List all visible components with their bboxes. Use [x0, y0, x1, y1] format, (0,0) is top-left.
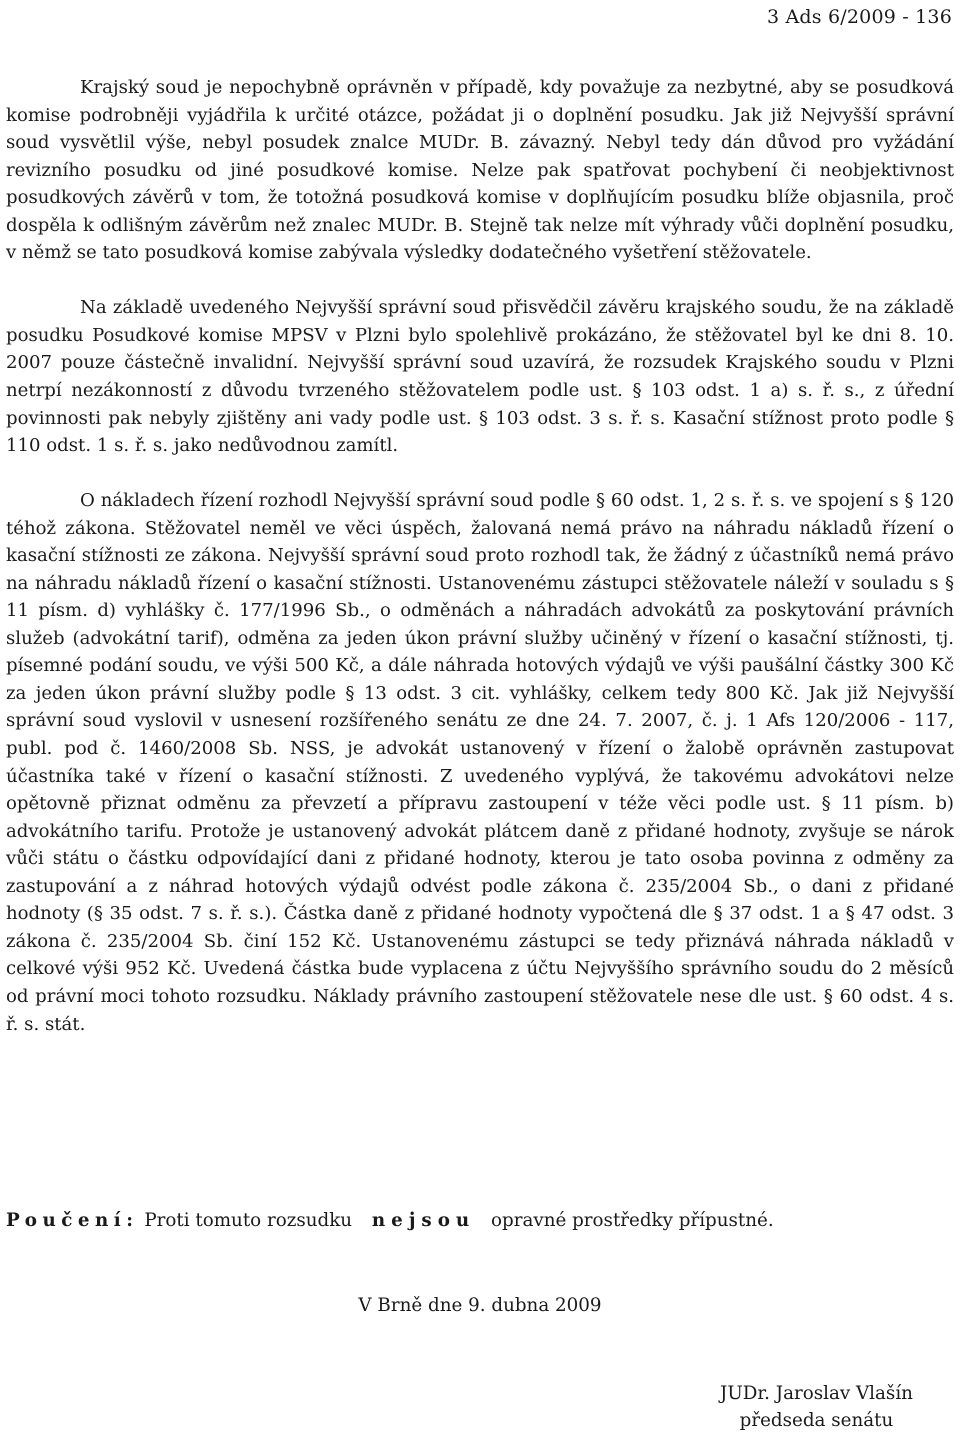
signature-block [720, 1380, 913, 1434]
instruction-text-before: Proti tomuto rozsudku [144, 1210, 353, 1231]
signatory-role: předseda senátu [739, 1410, 894, 1431]
document-body [6, 74, 954, 1066]
instruction-text-after: opravné prostředky přípustné. [491, 1210, 774, 1231]
case-number-header: 3 Ads 6/2009 - 136 [766, 6, 952, 28]
legal-instruction [6, 1207, 774, 1235]
instruction-emphasis: nejsou [371, 1210, 476, 1231]
instruction-label: Poučení: [6, 1210, 139, 1231]
place-and-date: V Brně dne 9. dubna 2009 [358, 1295, 602, 1316]
paragraph-costs: O nákladech řízení rozhodl Nejvyšší správní soud podle § 60 odst. 1, 2 s. ř. s. ve spojení s § 120 téhož zákona. Stěžovatel neměl ve věci úspěch, žalovaná nemá právo na náhradu nákladů řízení o kasační stížnosti ze zákona. Nejvyšší správní soud proto rozhodl tak, že žádný z účastníků nemá právo na náhradu nákladů řízení o kasační stížnosti. Ustanovenému zástupci stěžovatele náleží v souladu s § 11 písm. d) vyhlášky č. 177/1996 Sb., o odměnách a náhradách advokátů za poskytování právních služeb (advokátní tarif), odměna za jeden úkon právní služby učiněný v řízení o kasační stížnosti, tj. písemné podání soudu, ve výši 500 Kč, a dále náhrada hotových výdajů ve výši paušální částky 300 Kč za jeden úkon právní služby podle § 13 odst. 3 cit. vyhlášky, celkem tedy 800 Kč. Jak již Nejvyšší správní soud vyslovil v usnesení rozšířeného senátu ze dne 24. 7. 2007, č. j. 1 Afs 120/2006 - 117, publ. pod č. 1460/2008 Sb. NSS, je advokát ustanovený v řízení o žalobě oprávněn zastupovat účastníka také v řízení o kasační stížnosti. Z uvedeného vyplývá, že takovému advokátovi nelze opětovně přiznat odměnu za převzetí a přípravu zastoupení v téže věci podle ust. § 11 písm. b) advokátního tarifu. Protože je ustanovený advokát plátcem daně z přidané hodnoty, zvyšuje se nárok vůči státu o částku odpovídající dani z přidané hodnoty, kterou je tato osoba povinna z odměny za zastupování a z náhrad hotových výdajů odvést podle zákona č. 235/2004 Sb., o dani z přidané hodnoty (§ 35 odst. 7 s. ř. s.). Částka daně z přidané hodnoty vypočtená dle § 37 odst. 1 a § 47 odst. 3 zákona č. 235/2004 Sb. činí 152 Kč. Ustanovenému zástupci se tedy přiznává náhrada nákladů v celkové výši 952 Kč. Uvedená částka bude vyplacena z účtu Nejvyššího správního soudu do 2 měsíců od právní moci tohoto rozsudku. Náklady právního zastoupení stěžovatele nese dle ust. § 60 odst. 4 s. ř. s. stát. [6, 490, 954, 1035]
paragraph-conclusion: Na základě uvedeného Nejvyšší správní soud přisvědčil závěru krajského soudu, že na základě posudku Posudkové komise MPSV v Plzni bylo spolehlivě prokázáno, že stěžovatel byl ke dni 8. 10. 2007 pouze částečně invalidní. Nejvyšší správní soud uzavírá, že rozsudek Krajského soudu v Plzni netrpí nezákonností z důvodu tvrzeného stěžovatelem podle ust. § 103 odst. 1 a) s. ř. s., z úřední povinnosti pak nebyly zjištěny ani vady podle ust. § 103 odst. 3 s. ř. s. Kasační stížnost proto podle § 110 odst. 1 s. ř. s. jako nedůvodnou zamítl. [6, 297, 954, 457]
paragraph-commission-opinion: Krajský soud je nepochybně oprávněn v případě, kdy považuje za nezbytné, aby se posudková komise podrobněji vyjádřila k určité otázce, požádat ji o doplnění posudku. Jak již Nejvyšší správní soud vysvětlil výše, nebyl posudek znalce MUDr. B. závazný. Nebyl tedy dán důvod pro vyžádání revizního posudku od jiné posudkové komise. Nelze pak spatřovat pochybení či neobjektivnost posudkových závěrů v tom, že totožná posudková komise v doplňujícím posudku blíže objasnila, proč dospěla k odlišným závěrům než znalec MUDr. B. Stejně tak nelze mít výhrady vůči doplnění posudku, v němž se tato posudková komise zabývala výsledky dodatečného vyšetření stěžovatele. [6, 77, 954, 264]
signatory-name: JUDr. Jaroslav Vlašín [720, 1383, 913, 1404]
